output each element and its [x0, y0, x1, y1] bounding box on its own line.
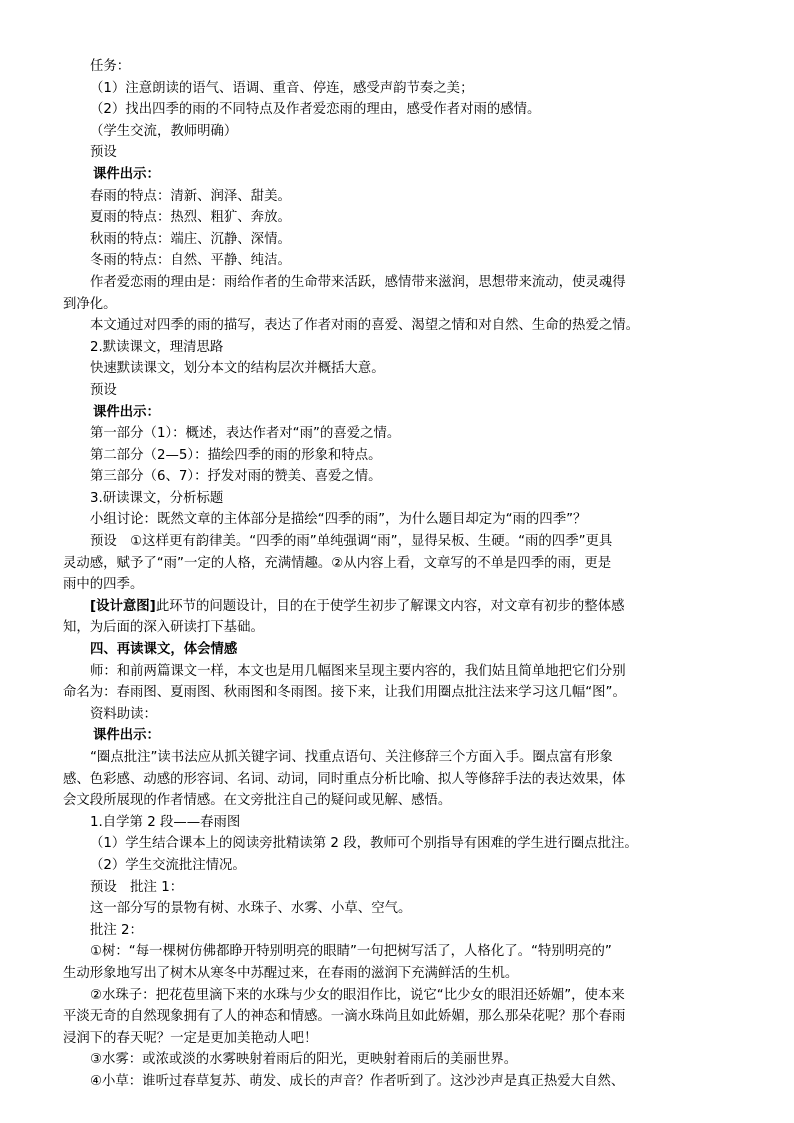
text-line: 会文段所展现的作者情感。在文旁批注自己的疑问或见解、感悟。: [63, 793, 452, 809]
text-line: 任务：: [90, 59, 131, 74]
design-intent-line: [90, 596, 740, 618]
document-page: [63, 56, 740, 1093]
text-line: 灵动感，赋予了“雨”一定的人格，充满情趣。②从内容上看，文章写的不单是四季的雨，更是: [63, 555, 612, 571]
text-line: （1）注意朗读的语气、语调、重音、停连，感受声韵节奏之美；: [90, 80, 474, 96]
text-line: 预设: [90, 382, 117, 398]
text-line: 第一部分（1）：概述，表达作者对“雨”的喜爱之情。: [90, 426, 401, 442]
text-line: ②水珠子：把花苞里滴下来的水珠与少女的眼泪作比，说它“比少女的眼泪还娇媚”，使本来: [90, 987, 625, 1003]
text-line: 到净化。: [63, 296, 117, 312]
text-line: 感、色彩感、动感的形容词、名词、动词，同时重点分析比喻、拟人等修辞手法的表达效果，体: [63, 771, 626, 787]
text-line: 批注 2：: [90, 922, 143, 938]
design-intent-label: [设计意图]: [90, 598, 156, 614]
text-line: （学生交流，教师明确）: [90, 123, 238, 139]
text-line: ④小草：谁听过春草复苏、萌发、成长的声音？作者听到了。这沙沙声是真正热爱大自然、: [90, 1073, 625, 1089]
text-line: ①树：“每一棵树仿佛都睁开特别明亮的眼睛”一句把树写活了，人格化了。“特别明亮的”: [90, 944, 612, 960]
text-line: 小组讨论：既然文章的主体部分是描绘“四季的雨”，为什么题目却定为“雨的四季”？: [90, 512, 587, 528]
text-line: 1.自学第 2 段——春雨图: [90, 814, 241, 830]
text-line: 本文通过对四季的雨的描写，表达了作者对雨的喜爱、渴望之情和对自然、生命的热爱之情。: [90, 318, 640, 334]
text-line: 命名为：春雨图、夏雨图、秋雨图和冬雨图。接下来，让我们用圈点批注法来学习这几幅“图”。: [63, 685, 626, 701]
text-line: 冬雨的特点：自然、平静、纯洁。: [90, 253, 291, 269]
section-label: 课件出示：: [93, 166, 160, 182]
text-line: 2.默读课文，理清思路: [90, 339, 224, 355]
text-line: （1）学生结合课本上的阅读旁批精读第 2 段，教师可个别指导有困难的学生进行圈点批注。: [90, 836, 638, 852]
text-line: 雨中的四季。: [63, 577, 144, 593]
text-line: 预设 ①这样更有韵律美。“四季的雨”单纯强调“雨”，显得呆板、生硬。“雨的四季”更具: [90, 534, 613, 550]
section-label: 课件出示：: [93, 404, 160, 420]
text-line: 浸润下的春天呢？一定是更加美艳动人吧！: [63, 1030, 318, 1046]
text-line: ③水雾：或浓或淡的水雾映射着雨后的阳光，更映射着雨后的美丽世界。: [90, 1052, 518, 1068]
text-line: 资料助读：: [90, 706, 157, 722]
text-line: 夏雨的特点：热烈、粗犷、奔放。: [90, 210, 291, 226]
text-line: 春雨的特点：清新、润泽、甜美。: [90, 188, 291, 204]
text-line: 第三部分（6、7）：抒发对雨的赞美、喜爱之情。: [90, 469, 382, 485]
text-line: 秋雨的特点：端庄、沉静、深情。: [90, 231, 291, 247]
text-line: （2）找出四季的雨的不同特点及作者爱恋雨的理由，感受作者对雨的感情。: [90, 102, 541, 118]
text-line: 作者爱恋雨的理由是：雨给作者的生命带来活跃，感情带来滋润，思想带来流动，使灵魂得: [90, 274, 626, 290]
text-line: 这一部分写的景物有树、水珠子、水雾、小草、空气。: [90, 901, 412, 917]
text-line: 预设: [90, 145, 117, 161]
text-line: （2）学生交流批注情况。: [90, 857, 246, 873]
section-label: 课件出示：: [93, 728, 160, 744]
text-line: 第二部分（2—5）：描绘四季的雨的形象和特点。: [90, 447, 382, 463]
text-line: 知，为后面的深入研读打下基础。: [63, 620, 264, 636]
text-line: 3.研读课文，分析标题: [90, 490, 224, 506]
text-segment: 此环节的问题设计，目的在于使学生初步了解课文内容，对文章有初步的整体感: [155, 598, 625, 614]
text-line: 快速默读课文，划分本文的结构层次并概括大意。: [90, 361, 385, 377]
text-line: “圈点批注”读书法应从抓关键字词、找重点语句、关注修辞三个方面入手。圈点富有形象: [90, 750, 613, 765]
text-line: 生动形象地写出了树木从寒冬中苏醒过来，在春雨的滋润下充满鲜活的生机。: [63, 965, 519, 981]
text-line: 平淡无奇的自然现象拥有了人的神态和情感。一滴水珠尚且如此娇媚，那么那朵花呢？那个春雨: [63, 1009, 626, 1025]
text-line: 师：和前两篇课文一样，本文也是用几幅图来呈现主要内容的，我们姑且简单地把它们分别: [90, 663, 626, 679]
text-line: 预设 批注 1：: [90, 879, 184, 895]
section-heading: 四、再读课文，体会情感: [90, 642, 238, 658]
